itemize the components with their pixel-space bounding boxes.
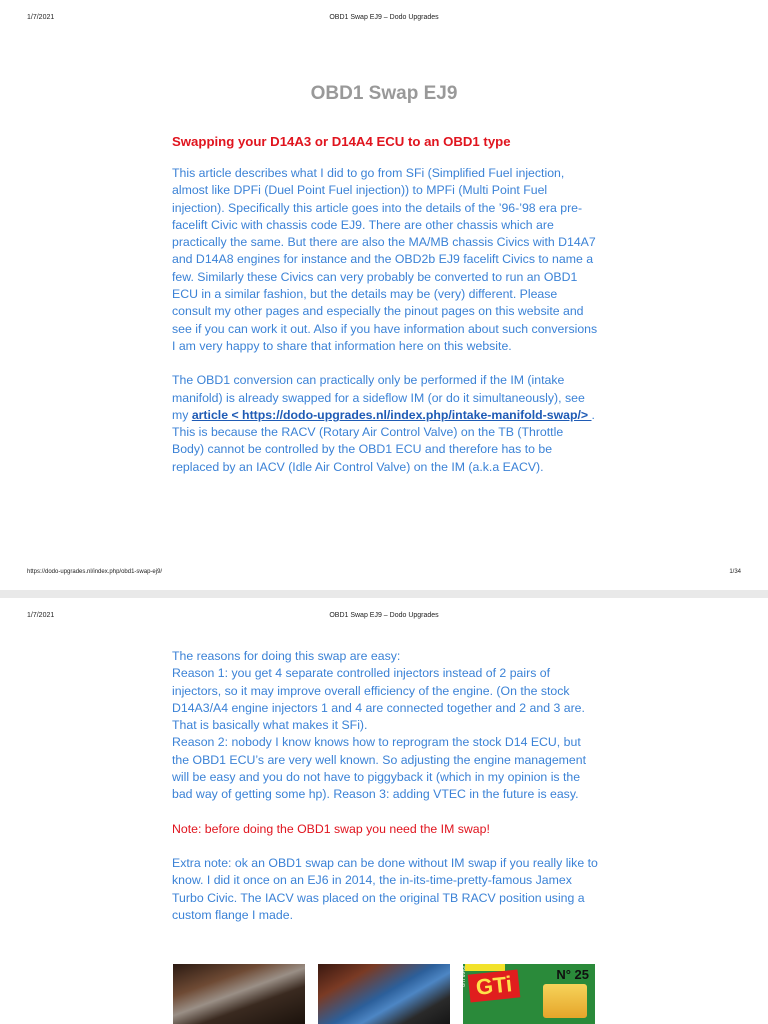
intake-pipe-photo[interactable] bbox=[318, 964, 450, 1024]
print-page-title: OBD1 Swap EJ9 – Dodo Upgrades bbox=[329, 612, 439, 619]
im-swap-text-before: The OBD1 conversion can practically only be performed if the IM (intake manifold) is already swapped for a sideflow IM (or do it simultaneously), see my bbox=[172, 373, 585, 422]
print-page-title: OBD1 Swap EJ9 – Dodo Upgrades bbox=[329, 14, 439, 21]
print-header bbox=[0, 14, 768, 26]
pdf-page-2 bbox=[0, 598, 768, 1024]
print-footer bbox=[0, 569, 768, 581]
magazine-side-text: GTI MAG bbox=[461, 966, 467, 988]
article-body-page2 bbox=[172, 648, 598, 924]
magazine-issue-number: N° 25 bbox=[556, 967, 589, 982]
article-subtitle: Swapping your D14A3 or D14A4 ECU to an OBD1 type bbox=[172, 134, 511, 149]
print-url[interactable]: https://dodo-upgrades.nl/index.php/obd1-swap-ej9/ bbox=[27, 569, 163, 575]
im-swap-text-after: . This is because the RACV (Rotary Air Control Valve) on the TB (Throttle Body) cannot be controlled by the OBD1 ECU and therefore has to be replaced by an IACV (Idle Air Control Valve) on the IM (a.k.a EACV). bbox=[172, 407, 595, 474]
engine-bay-photo[interactable] bbox=[173, 964, 305, 1024]
magazine-logo: GTi bbox=[468, 969, 521, 1002]
reason-1: Reason 1: you get 4 separate controlled injectors instead of 2 pairs of injectors, so it may improve overall efficiency of the engine. (On the stock D14A3/A4 engine injectors 1 and 4 are connected together and 2 and 3 are. That is basically what makes it SFi). bbox=[172, 666, 585, 733]
im-swap-note: Note: before doing the OBD1 swap you need the IM swap! bbox=[172, 821, 490, 836]
im-swap-paragraph bbox=[172, 372, 598, 476]
reason-2: Reason 2: nobody I know knows how to reprogram the stock D14 ECU, but the OBD1 ECU’s are very well known. So adjusting the engine management will be easy and you do not have to piggyback it (which in my opinion is the bad way of getting some hp). Reason 3: adding VTEC in the future is easy. bbox=[172, 735, 586, 802]
print-date: 1/7/2021 bbox=[27, 612, 55, 619]
print-date: 1/7/2021 bbox=[27, 14, 55, 21]
article-title: OBD1 Swap EJ9 bbox=[310, 83, 458, 104]
magazine-banner bbox=[465, 964, 505, 971]
print-header bbox=[0, 612, 768, 624]
intro-paragraph: This article describes what I did to go from SFi (Simplified Fuel injection, almost like DPFi (Duel Point Fuel injection)) to MPFi (Multi Point Fuel injection). Specifically this article goes into the details of the ’96-’98 era pre-facelift Civic with chassis code EJ9. There are other chassis which are practically the same. But there are also the MA/MB chassis Civics with D14A7 and D14A8 engines for instance and the OBD2b EJ9 facelift Civics to name a few. Similarly these Civics can very probably be converted to run an OBD1 ECU in a similar fashion, but the details may be (very) different. Please consult my other pages and especially the pinout pages on this website and see if you can work it out. Also if you have information about such conversions I am very happy to share that information here on this website. bbox=[172, 166, 598, 353]
reasons-intro: The reasons for doing this swap are easy: bbox=[172, 649, 401, 663]
article-body-page1 bbox=[172, 165, 598, 476]
print-page-number: 1/34 bbox=[729, 569, 741, 575]
gti-magazine-cover-photo[interactable] bbox=[463, 964, 595, 1024]
magazine-car-image bbox=[543, 984, 587, 1018]
extra-note: Extra note: ok an OBD1 swap can be done without IM swap if you really like to know. I did it once on an EJ6 in 2014, the in-its-time-pretty-famous Jamex Turbo Civic. The IACV was placed on the original TB RACV position using a custom flange I made. bbox=[172, 855, 598, 922]
intake-manifold-article-link[interactable]: article < https://dodo-upgrades.nl/index.php/intake-manifold-swap/> bbox=[191, 407, 592, 422]
